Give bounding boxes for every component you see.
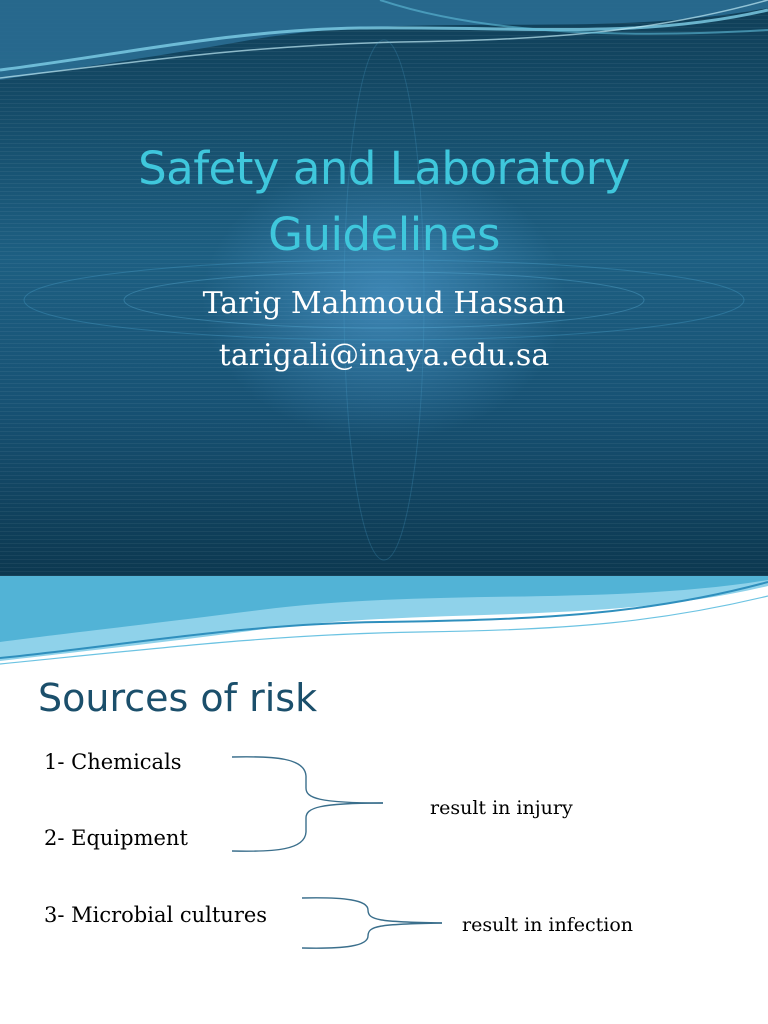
list-item-equipment: 2- Equipment [44, 826, 188, 850]
author-name: Tarig Mahmoud Hassan [202, 286, 566, 321]
brace-connectors [0, 576, 768, 1024]
brace-injury [232, 757, 383, 851]
result-infection: result in infection [462, 914, 634, 936]
brace-infection [302, 898, 442, 948]
presentation-title [0, 136, 768, 268]
sources-of-risk-slide [0, 576, 768, 1024]
list-item-chemicals: 1- Chemicals [44, 750, 182, 774]
title-line-2: Guidelines [268, 208, 500, 261]
author-email: tarigali@inaya.edu.sa [218, 338, 550, 373]
author-block [0, 278, 768, 382]
list-item-microbial-cultures: 3- Microbial cultures [44, 903, 268, 927]
slide-title: Sources of risk [38, 676, 318, 720]
title-line-1: Safety and Laboratory [138, 142, 630, 195]
result-injury: result in injury [430, 797, 573, 819]
